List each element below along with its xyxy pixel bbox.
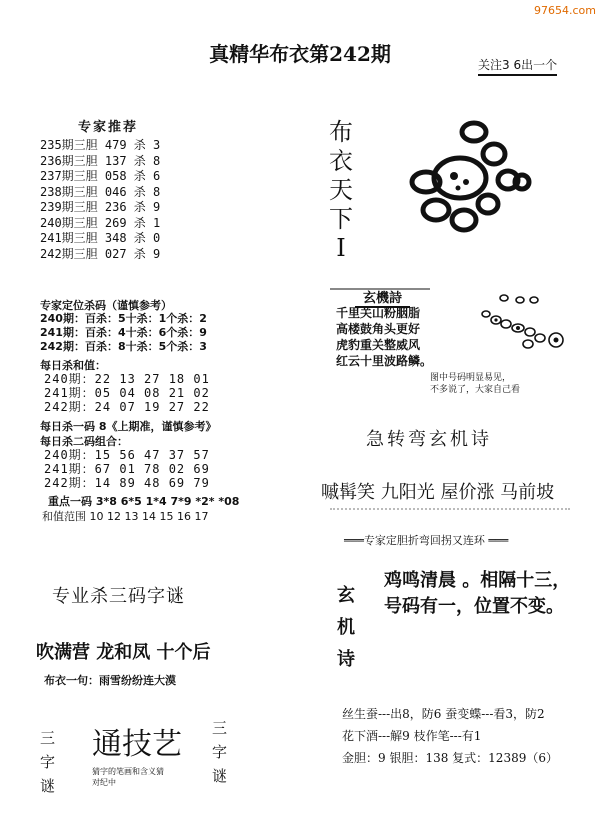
poem-line: 红云十里波路鳞。 xyxy=(336,354,433,368)
follow-note: 关注3 6出一个 xyxy=(478,56,557,76)
list-item: 237期三胆 058 杀 6 xyxy=(40,169,161,183)
poem-line: 号码有一，位置不变。 xyxy=(384,596,564,617)
chain-rings-icon xyxy=(396,118,536,243)
vertical-char: 字 xyxy=(40,753,56,771)
vertical-char: 下 xyxy=(329,205,353,233)
list-item: 242期：百杀：8十杀：5个杀：3 xyxy=(40,340,207,353)
list-item: 240期三胆 269 杀 1 xyxy=(40,215,161,230)
note-line: 对纪中 xyxy=(92,778,116,787)
list-item: 241期：百杀：4十杀：6个杀：9 xyxy=(40,326,207,339)
position-kill-title: 专家定位杀码（谨慎参考） xyxy=(40,299,172,312)
divider xyxy=(330,508,570,510)
vertical-char: 布 xyxy=(329,118,353,146)
vertical-char: I xyxy=(336,234,346,262)
list-item: 241期：67 01 78 02 69 xyxy=(44,462,210,476)
daily-kill-two-list xyxy=(44,448,210,490)
clue-line: 金胆：9 银胆：138 复式：12389（6） xyxy=(342,751,558,765)
clue-list xyxy=(342,703,558,769)
vertical-char: 字 xyxy=(212,743,228,761)
vertical-char: 衣 xyxy=(329,147,353,175)
expert-fold-line: ═══专家定胆折弯回拐又连环 ═══ xyxy=(344,534,509,547)
poem-line: 高楼鼓角头更好 xyxy=(336,322,421,336)
daily-kill-two-title: 每日杀二码组合： xyxy=(40,435,128,448)
page-title: 真精华布衣第242期 xyxy=(209,42,391,66)
list-item: 236期三胆 137 杀 8 xyxy=(40,153,161,168)
expert-recommend-list xyxy=(40,138,160,262)
xuanji-vertical-title xyxy=(334,580,358,676)
vertical-char: 诗 xyxy=(337,649,355,670)
hint-text xyxy=(430,372,520,396)
vertical-char: 机 xyxy=(337,617,355,638)
poem-line: 虎豹重关整威风 xyxy=(336,338,421,352)
list-item: 240期：百杀：5十杀：1个杀：2 xyxy=(40,312,207,325)
three-char-riddle-label-right xyxy=(212,716,230,788)
vertical-char: 谜 xyxy=(40,777,56,795)
list-item: 240期：15 56 47 37 57 xyxy=(44,448,210,462)
position-kill-list xyxy=(40,312,207,354)
list-item: 241期：05 04 08 21 02 xyxy=(44,386,210,400)
list-item: 242期：14 89 48 69 79 xyxy=(44,476,210,490)
riddle-note xyxy=(92,766,164,788)
vertical-char: 三 xyxy=(40,729,56,747)
three-char-riddle-label-left xyxy=(40,726,58,798)
vertical-char: 谜 xyxy=(212,767,228,785)
vertical-char: 三 xyxy=(212,719,228,737)
riddle-answer: 吹满营 龙和凤 十个后 xyxy=(36,642,211,663)
flip-riddle-title: 急转弯玄机诗 xyxy=(366,429,492,450)
poem-line: 鸡鸣清晨 。相隔十三， xyxy=(384,570,571,591)
daily-sum-title: 每日杀和值： xyxy=(40,359,106,372)
clue-line: 丝生蚕---出8，防6 蚕变蝶---看3，防2 xyxy=(342,707,545,721)
key-code-line: 重点一码 3*8 6*5 1*4 7*9 *2* *08 xyxy=(48,495,240,508)
list-item: 240期：22 13 27 18 01 xyxy=(44,372,210,386)
expert-recommend-title: 专家推荐 xyxy=(78,120,139,135)
list-item: 242期：24 07 19 27 22 xyxy=(44,400,210,414)
note-line: 猜字的笔画和含义猜 xyxy=(92,767,164,776)
poem-lines xyxy=(336,305,432,369)
sum-range-line: 和值范围 10 12 13 14 15 16 17 xyxy=(42,510,209,523)
riddle-big-word: 通技艺 xyxy=(92,727,182,762)
vertical-char: 天 xyxy=(329,176,353,204)
poem-line: 千里关山粉胭脂 xyxy=(336,306,421,320)
buyi-line: 布衣一句：雨雪纷纷连大漠 xyxy=(44,674,176,687)
list-item: 239期三胆 236 杀 9 xyxy=(40,200,161,214)
daily-kill-one: 每日杀一码 8《上期准，谨慎参考》 xyxy=(40,420,217,433)
hint-line: 不多说了，大家自己看 xyxy=(430,385,521,395)
clue-line: 花下酒---解9 枝作笔---有1 xyxy=(342,729,482,743)
list-item: 235期三胆 479 杀 3 xyxy=(40,138,161,152)
list-item: 242期三胆 027 杀 9 xyxy=(40,246,161,261)
site-watermark: 97654.com xyxy=(534,4,596,17)
hint-line: 图中号码明显易见， xyxy=(430,373,512,383)
list-item: 241期三胆 348 杀 0 xyxy=(40,231,161,245)
daily-sum-list xyxy=(44,372,210,414)
poem-title: 玄機詩 xyxy=(355,287,410,308)
riddle-title: 专业杀三码字谜 xyxy=(52,586,185,607)
beads-icon xyxy=(470,294,580,364)
vertical-title xyxy=(322,118,360,263)
idiom-line: 嘁髯笑 九阳光 屋价涨 马前坡 xyxy=(321,482,555,503)
xuanji-poem-lines xyxy=(384,568,570,620)
list-item: 238期三胆 046 杀 8 xyxy=(40,184,161,199)
vertical-char: 玄 xyxy=(337,585,355,606)
